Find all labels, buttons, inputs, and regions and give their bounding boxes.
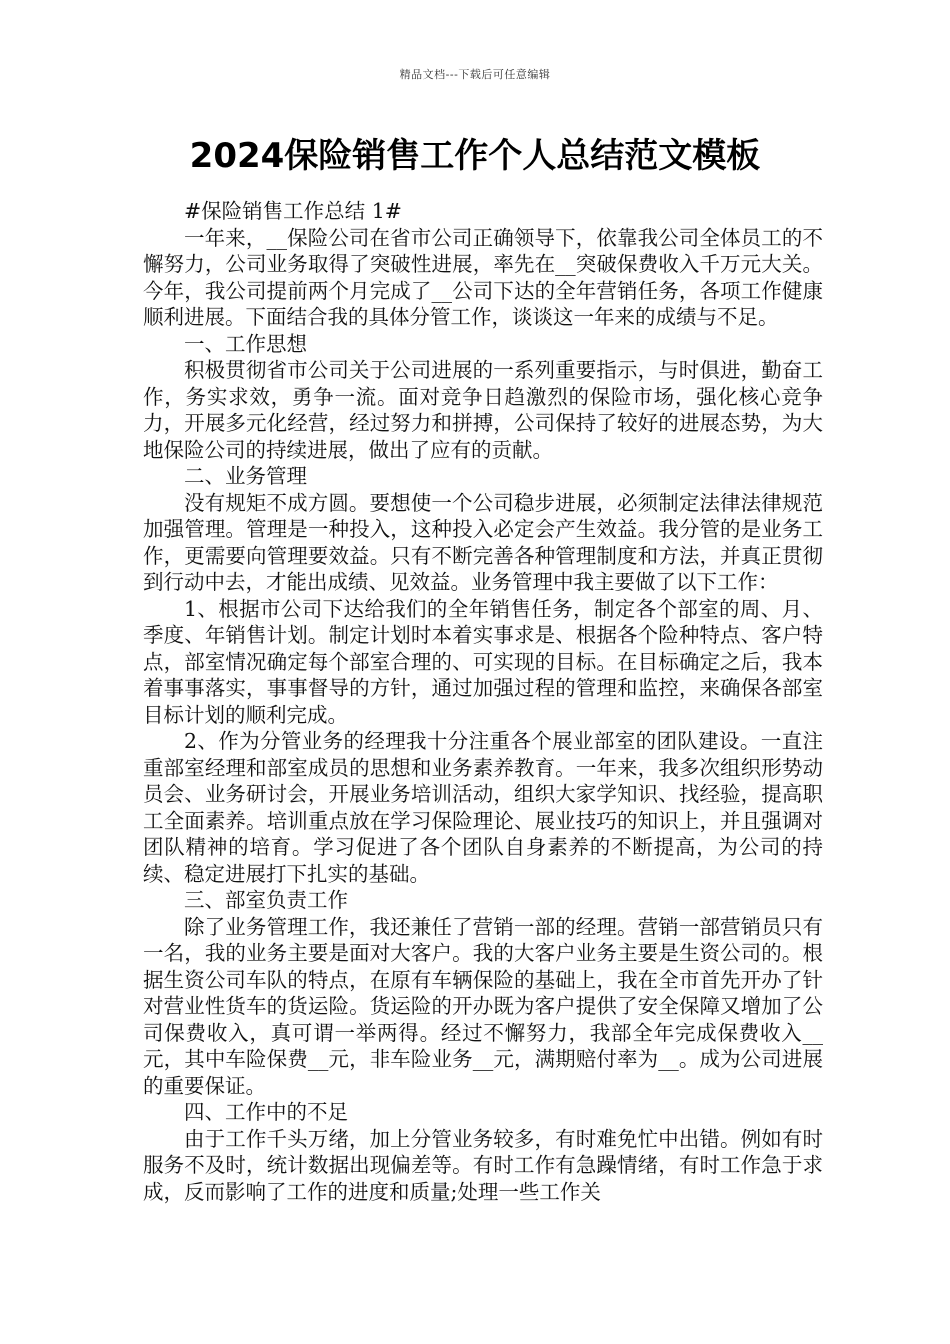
paragraph-shortcomings: 由于工作千头万绪，加上分管业务较多，有时难免忙中出错。例如有时服务不及时，统计数据出现偏差等。有时工作有急躁情绪，有时工作急于求成，反而影响了工作的进度和质量;处理一些工作关 bbox=[143, 1126, 823, 1204]
heading-shortcomings: 四、工作中的不足 bbox=[184, 1100, 348, 1124]
paragraph-department-work: 除了业务管理工作，我还兼任了营销一部的经理。营销一部营销员只有一名，我的业务主要是面对大客户。我的大客户业务主要是生资公司的。根据生资公司车队的特点，在原有车辆保险的基础上，我在全市首先开办了针对营业性货车的货运险。货运险的开办既为客户提供了安全保障又增加了公司保费收入，真可谓一举两得。经过不懈努力，我部全年完成保费收入__元，其中车险保费__元，非车险业务__元，满期赔付率为__。成为公司进展的重要保证。 bbox=[143, 914, 823, 1098]
document-body bbox=[143, 198, 823, 1205]
paragraph-business-management: 没有规矩不成方圆。要想使一个公司稳步进展，必须制定法律法律规范加强管理。管理是一种投入，这种投入必定会产生效益。我分管的是业务工作，更需要向管理要效益。只有不断完善各种管理制度和方法，并真正贯彻到行动中去，才能出成绩、见效益。业务管理中我主要做了以下工作： bbox=[143, 490, 823, 594]
paragraph-item-2: 2、作为分管业务的经理我十分注重各个展业部室的团队建设。一直注重部室经理和部室成员的思想和业务素养教育。一年来，我多次组织形势动员会、业务研讨会，开展业务培训活动，组织大家学知识、找经验，提高职工全面素养。培训重点放在学习保险理论、展业技巧的知识上，并且强调对团队精神的培育。学习促进了各个团队自身素养的不断提高，为公司的持续、稳定进展打下扎实的基础。 bbox=[143, 729, 823, 886]
header-note: 精品文档---下载后可任意编辑 bbox=[399, 68, 551, 81]
section-marker: #保险销售工作总结 1# bbox=[184, 199, 402, 223]
paragraph-item-1: 1、根据市公司下达给我们的全年销售任务，制定各个部室的周、月、季度、年销售计划。制定计划时本着实事求是、根据各个险种特点、客户特点，部室情况确定每个部室合理的、可实现的目标。在目标确定之后，我本着事事落实，事事督导的方针，通过加强过程的管理和监控，来确保各部室目标计划的顺利完成。 bbox=[143, 596, 823, 727]
paragraph-work-thinking: 积极贯彻省市公司关于公司进展的一系列重要指示，与时俱进，勤奋工作，务实求效，勇争一流。面对竞争日趋激烈的保险市场，强化核心竞争力，开展多元化经营，经过努力和拼搏，公司保持了较好的进展态势，为大地保险公司的持续进展，做出了应有的贡献。 bbox=[143, 358, 823, 462]
heading-work-thinking: 一、工作思想 bbox=[184, 331, 307, 356]
document-title: 2024保险销售工作个人总结范文模板 bbox=[189, 136, 761, 176]
paragraph-intro: 一年来，__保险公司在省市公司正确领导下，依靠我公司全体员工的不懈努力，公司业务取得了突破性进展，率先在__突破保费收入千万元大关。今年，我公司提前两个月完成了__公司下达的全年营销任务，各项工作健康顺利进展。下面结合我的具体分管工作，谈谈这一年来的成绩与不足。 bbox=[143, 225, 823, 329]
heading-department-work: 三、部室负责工作 bbox=[184, 888, 348, 912]
heading-business-management: 二、业务管理 bbox=[184, 464, 307, 488]
